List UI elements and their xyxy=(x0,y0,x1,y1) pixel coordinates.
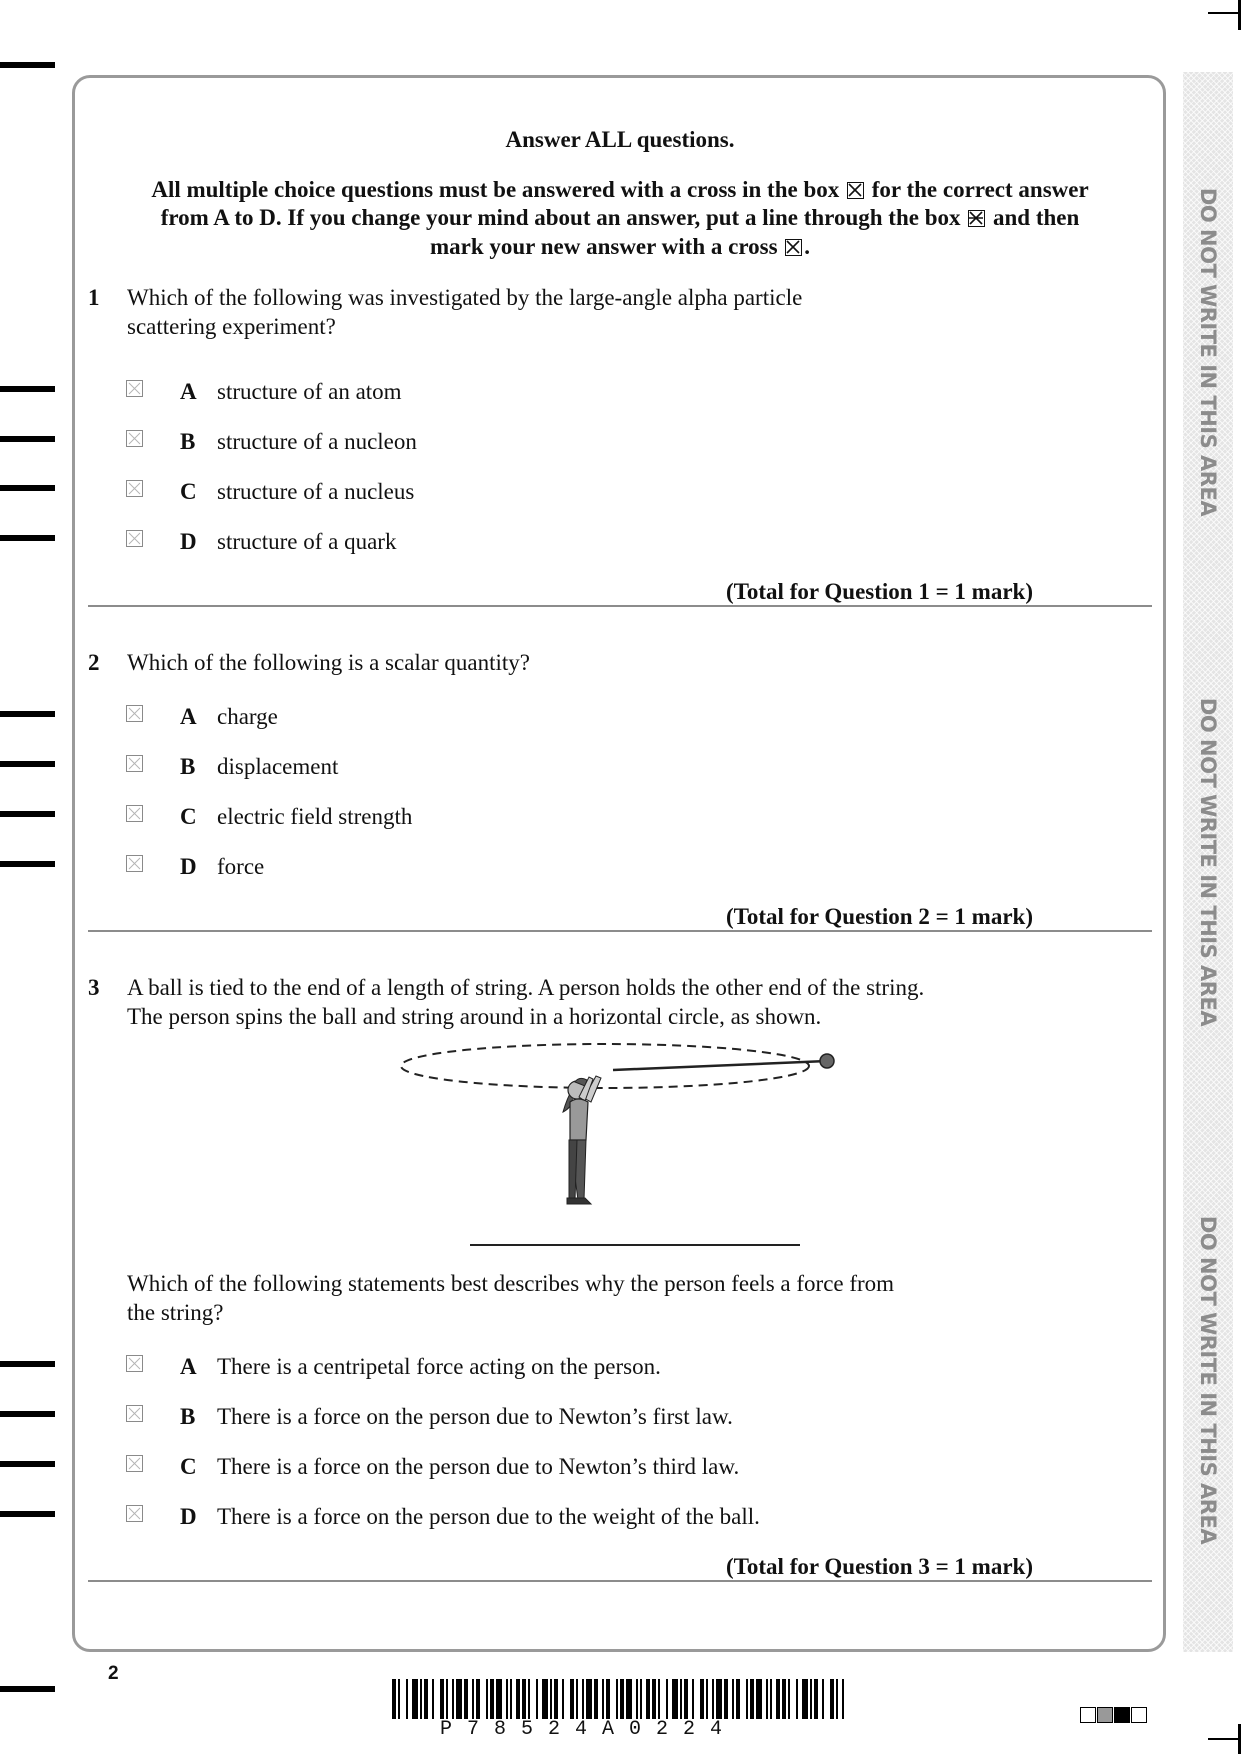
instructions-text: for the correct answer xyxy=(871,177,1089,202)
answer-checkbox[interactable] xyxy=(126,380,143,397)
instructions-line-3 xyxy=(100,232,1140,261)
answer-checkbox[interactable] xyxy=(126,855,143,872)
option-text: There is a centripetal force acting on the person. xyxy=(217,1354,661,1379)
question-number: 2 xyxy=(88,650,100,675)
option-letter: D xyxy=(180,1504,197,1529)
instructions-line-1 xyxy=(100,175,1140,204)
question-text: Which of the following was investigated by the large-angle alpha particle xyxy=(127,285,803,310)
ball xyxy=(820,1054,834,1068)
answer-checkbox[interactable] xyxy=(126,1405,143,1422)
margin-tick xyxy=(0,485,55,491)
option-text: structure of an atom xyxy=(217,379,402,404)
crop-mark xyxy=(1208,12,1238,14)
barcode-graphic xyxy=(392,1679,844,1719)
margin-tick xyxy=(0,436,55,442)
option-letter: B xyxy=(180,1404,196,1429)
question-text: Which of the following is a scalar quantity? xyxy=(127,650,531,675)
option-letter: D xyxy=(180,854,197,879)
margin-tick xyxy=(0,62,55,68)
page-number: 2 xyxy=(108,1663,119,1684)
barcode-text: P78524A0224 xyxy=(440,1718,738,1741)
option-text: There is a force on the person due to Newton’s first law. xyxy=(217,1404,733,1429)
ball-on-string-diagram xyxy=(395,1040,845,1250)
person-figure xyxy=(563,1076,601,1204)
question-text: the string? xyxy=(127,1300,224,1325)
answer-checkbox[interactable] xyxy=(126,530,143,547)
question-divider xyxy=(88,930,1152,932)
answer-checkbox[interactable] xyxy=(126,1505,143,1522)
question-total: (Total for Question 2 = 1 mark) xyxy=(726,904,1033,929)
option-text: charge xyxy=(217,704,278,729)
registration-square xyxy=(1097,1707,1113,1723)
question-text: scattering experiment? xyxy=(127,314,336,339)
cross-box-icon xyxy=(847,182,864,199)
cross-box-icon xyxy=(785,239,802,256)
question-text: The person spins the ball and string around in a horizontal circle, as shown. xyxy=(127,1004,822,1029)
instructions-text: and then xyxy=(993,205,1080,230)
side-warning-text: DO NOT WRITE IN THIS AREA xyxy=(1196,1215,1220,1545)
option-text: structure of a nucleon xyxy=(217,429,417,454)
answer-checkbox[interactable] xyxy=(126,1355,143,1372)
side-warning-text: DO NOT WRITE IN THIS AREA xyxy=(1196,187,1220,517)
margin-tick xyxy=(0,1686,55,1692)
string xyxy=(613,1061,827,1070)
registration-square xyxy=(1114,1707,1130,1723)
question-divider xyxy=(88,605,1152,607)
option-text: structure of a quark xyxy=(217,529,397,554)
margin-tick xyxy=(0,1461,55,1467)
question-text: Which of the following statements best describes why the person feels a force from xyxy=(127,1271,895,1296)
margin-tick xyxy=(0,711,55,717)
instructions-text: All multiple choice questions must be answered with a cross in the box xyxy=(151,177,840,202)
question-number: 1 xyxy=(88,285,100,310)
margin-tick xyxy=(0,861,55,867)
margin-tick xyxy=(0,811,55,817)
option-letter: B xyxy=(180,754,196,779)
question-divider xyxy=(88,1580,1152,1582)
instructions-text: . xyxy=(804,234,811,259)
side-warning-text: DO NOT WRITE IN THIS AREA xyxy=(1196,697,1220,1027)
answer-checkbox[interactable] xyxy=(126,480,143,497)
option-letter: D xyxy=(180,529,197,554)
answer-checkbox[interactable] xyxy=(126,1455,143,1472)
crop-mark xyxy=(1208,1738,1238,1740)
option-letter: C xyxy=(180,479,197,504)
registration-square xyxy=(1080,1707,1096,1723)
option-letter: A xyxy=(180,379,197,404)
margin-tick xyxy=(0,1361,55,1367)
instructions-text: mark your new answer with a cross xyxy=(429,234,778,259)
option-text: displacement xyxy=(217,754,339,779)
option-text: force xyxy=(217,854,265,879)
answer-checkbox[interactable] xyxy=(126,430,143,447)
answer-checkbox[interactable] xyxy=(126,705,143,722)
question-number: 3 xyxy=(88,975,100,1000)
circular-path xyxy=(401,1044,809,1088)
option-text: electric field strength xyxy=(217,804,413,829)
option-text: structure of a nucleus xyxy=(217,479,415,504)
crossed-out-box-icon xyxy=(968,210,985,227)
margin-tick xyxy=(0,1411,55,1417)
option-letter: A xyxy=(180,704,197,729)
instructions-line-2 xyxy=(100,203,1140,232)
instructions-heading: Answer ALL questions. xyxy=(505,127,735,152)
question-total: (Total for Question 3 = 1 mark) xyxy=(726,1554,1033,1579)
margin-tick xyxy=(0,1511,55,1517)
question-text: A ball is tied to the end of a length of string. A person holds the other end of the string. xyxy=(127,975,925,1000)
option-text: There is a force on the person due to Newton’s third law. xyxy=(217,1454,740,1479)
option-text: There is a force on the person due to the weight of the ball. xyxy=(217,1504,760,1529)
registration-square xyxy=(1131,1707,1147,1723)
margin-tick xyxy=(0,535,55,541)
answer-checkbox[interactable] xyxy=(126,755,143,772)
margin-tick xyxy=(0,386,55,392)
question-total: (Total for Question 1 = 1 mark) xyxy=(726,579,1033,604)
option-letter: C xyxy=(180,1454,197,1479)
instructions-text: from A to D. If you change your mind about an answer, put a line through the box xyxy=(160,205,961,230)
option-letter: B xyxy=(180,429,196,454)
option-letter: C xyxy=(180,804,197,829)
option-letter: A xyxy=(180,1354,197,1379)
margin-tick xyxy=(0,761,55,767)
answer-checkbox[interactable] xyxy=(126,805,143,822)
